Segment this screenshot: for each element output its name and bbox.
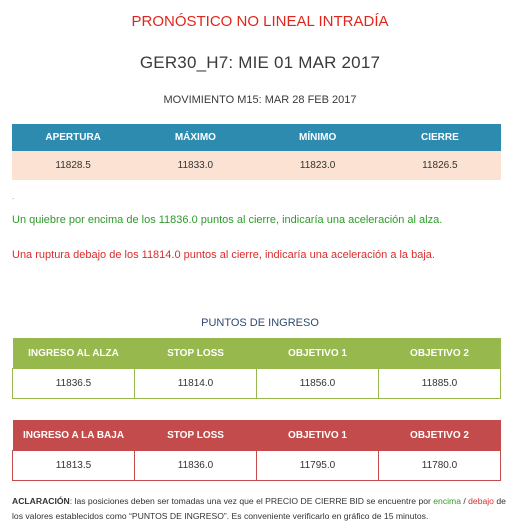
entry-points-heading: PUNTOS DE INGRESO — [201, 317, 319, 329]
ohlc-value-row — [12, 151, 501, 180]
open-header: APERTURA — [12, 124, 134, 151]
short-entry-header: INGRESO A LA BAJA — [13, 420, 135, 451]
short-value-row — [13, 451, 501, 481]
short-entry-table — [12, 420, 501, 481]
long-entry-header: INGRESO AL ALZA — [13, 338, 135, 369]
disclaimer-note — [12, 494, 508, 524]
short-target-2-value: 11780.0 — [379, 451, 501, 481]
long-entry-table — [12, 338, 501, 399]
bearish-break-text: Una ruptura debajo de los 11814.0 puntos al cierre, indicaría una aceleración a la baja. — [12, 249, 435, 261]
disclaimer-below-word: debajo — [468, 496, 494, 506]
report-title: PRONÓSTICO NO LINEAL INTRADÍA — [131, 13, 389, 30]
close-value: 11826.5 — [379, 151, 501, 180]
short-target-1-value: 11795.0 — [257, 451, 379, 481]
short-header-row — [13, 420, 501, 451]
short-target-1-header: OBJETIVO 1 — [257, 420, 379, 451]
long-target-2-header: OBJETIVO 2 — [379, 338, 501, 369]
long-value-row — [13, 369, 501, 399]
short-stop-loss-value: 11836.0 — [135, 451, 257, 481]
low-value: 11823.0 — [257, 151, 379, 180]
separator-dot: . — [12, 192, 15, 201]
long-target-2-value: 11885.0 — [379, 369, 501, 399]
ohlc-header-row — [12, 124, 501, 151]
short-stop-loss-header: STOP LOSS — [135, 420, 257, 451]
disclaimer-above-word: encima — [433, 496, 461, 506]
bullish-break-text: Un quiebre por encima de los 11836.0 puntos al cierre, indicaría una aceleración al alza. — [12, 214, 443, 226]
long-entry-value: 11836.5 — [13, 369, 135, 399]
short-entry-value: 11813.5 — [13, 451, 135, 481]
short-target-2-header: OBJETIVO 2 — [379, 420, 501, 451]
open-value: 11828.5 — [12, 151, 134, 180]
long-target-1-value: 11856.0 — [257, 369, 379, 399]
movement-label: MOVIMIENTO M15: MAR 28 FEB 2017 — [163, 94, 357, 106]
disclaimer-label: ACLARACIÓN — [12, 496, 70, 506]
disclaimer-text-1: : las posiciones deben ser tomadas una vez que el PRECIO DE CIERRE BID se encuentre por — [69, 496, 434, 506]
disclaimer-slash: / — [460, 496, 469, 506]
long-stop-loss-value: 11814.0 — [135, 369, 257, 399]
long-target-1-header: OBJETIVO 1 — [257, 338, 379, 369]
disclaimer-text-2: de los valores establecidos como “PUNTOS DE INGRESO”. Es conveniente verificarlo en gráfico de 15 minutos. — [12, 496, 506, 521]
high-value: 11833.0 — [134, 151, 256, 180]
instrument-date-heading: GER30_H7: MIE 01 MAR 2017 — [139, 53, 381, 72]
long-stop-loss-header: STOP LOSS — [135, 338, 257, 369]
low-header: MÍNIMO — [257, 124, 379, 151]
close-header: CIERRE — [379, 124, 501, 151]
high-header: MÁXIMO — [134, 124, 256, 151]
long-header-row — [13, 338, 501, 369]
ohlc-table — [12, 124, 501, 180]
